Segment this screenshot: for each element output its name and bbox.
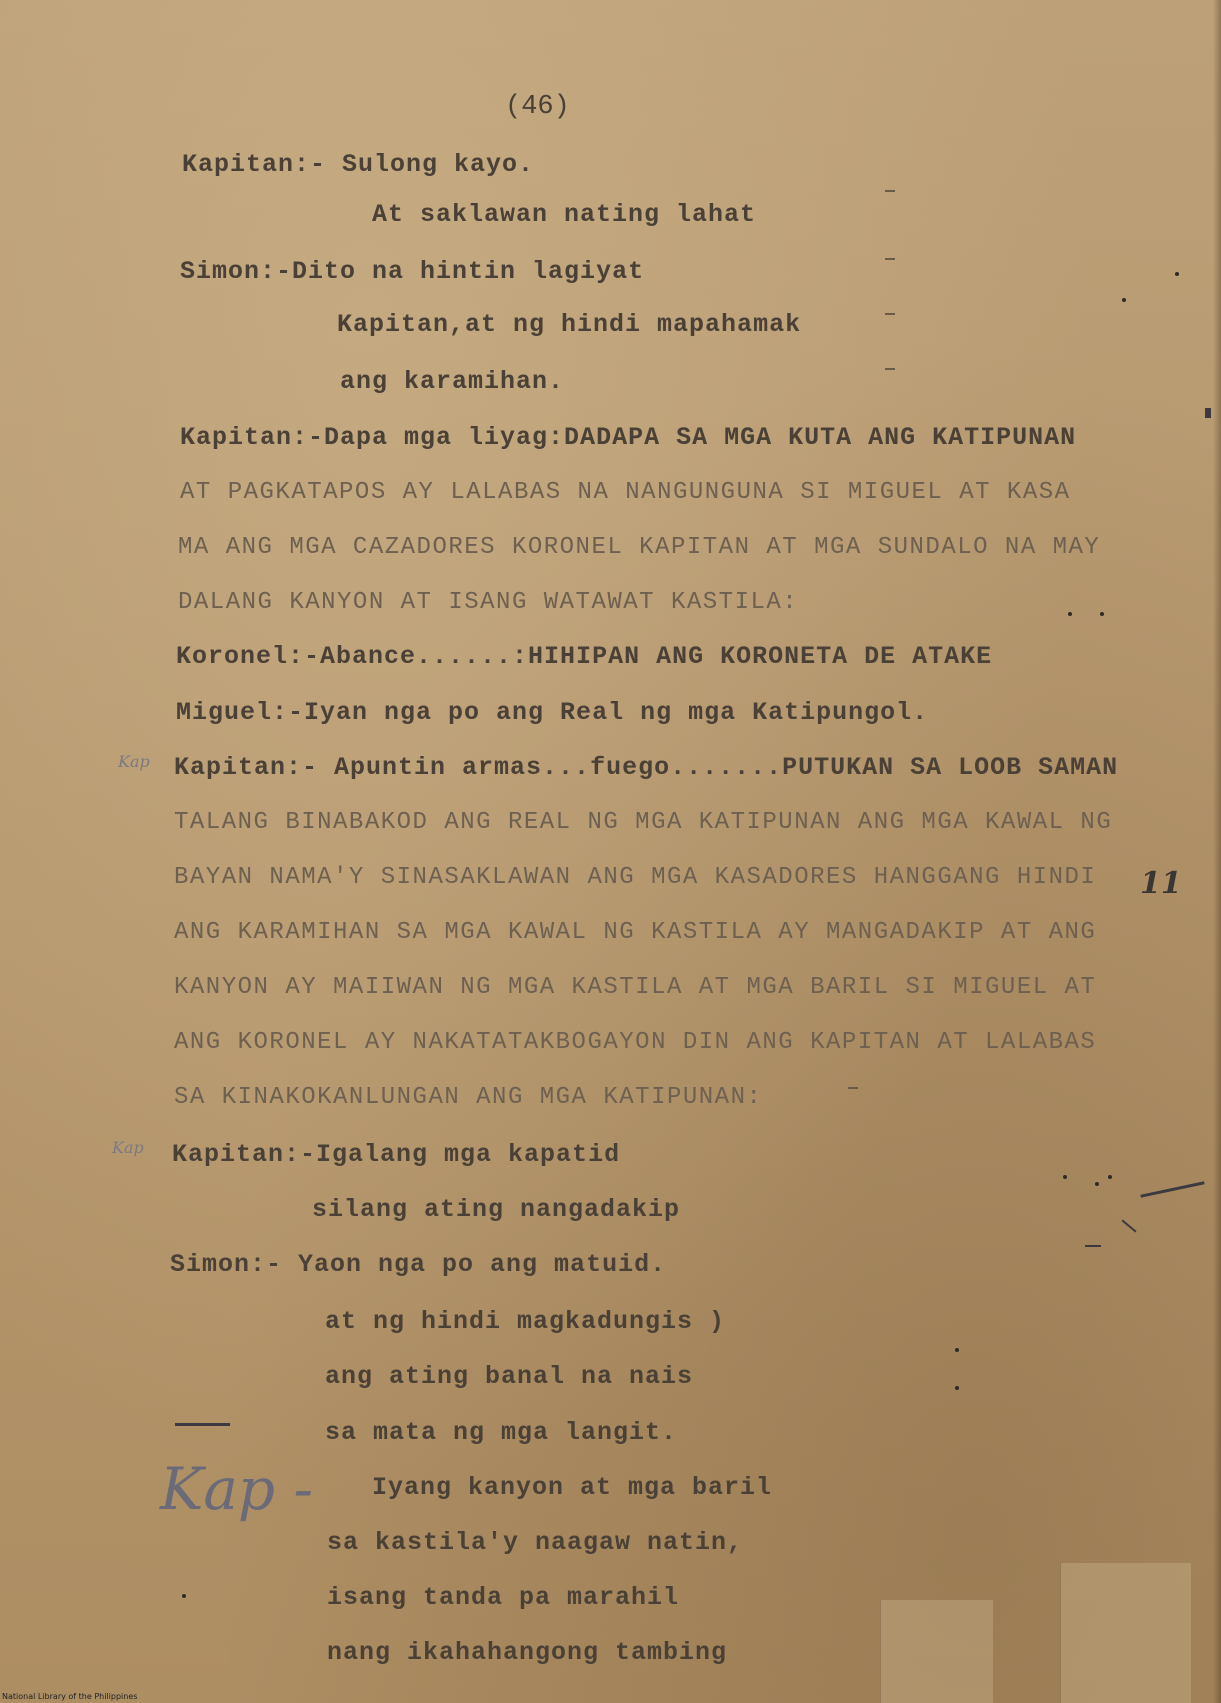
text-line: SA KINAKOKANLUNGAN ANG MGA KATIPUNAN:: [174, 1084, 763, 1111]
text-line: ang ating banal na nais: [325, 1362, 694, 1391]
text-line: isang tanda pa marahil: [327, 1583, 680, 1612]
text-line: Kapitan:-Dapa mga liyag:DADAPA SA MGA KUTA ANG KATIPUNAN: [180, 423, 1077, 452]
text-line: Simon:-Dito na hintin lagiyat: [180, 257, 645, 286]
dash-mark: [848, 1087, 858, 1089]
text-line: Iyang kanyon at mga baril: [372, 1473, 773, 1502]
ink-stroke: [1205, 408, 1211, 418]
ink-speck: [1068, 612, 1072, 616]
margin-note: Kap -: [160, 1455, 314, 1523]
text-line: At saklawan nating lahat: [372, 200, 757, 229]
text-line: at ng hindi magkadungis ): [325, 1307, 726, 1336]
text-line: TALANG BINABAKOD ANG REAL NG MGA KATIPUNAN ANG MGA KAWAL NG: [174, 809, 1113, 836]
margin-note: Kap: [118, 752, 150, 771]
text-line: sa mata ng mga langit.: [325, 1418, 678, 1447]
ink-speck: [182, 1594, 186, 1598]
dash-mark: [885, 313, 895, 315]
text-line: Kapitan:- Sulong kayo.: [182, 150, 535, 179]
paper-patch: [1060, 1563, 1191, 1703]
text-line: MA ANG MGA CAZADORES KORONEL KAPITAN AT MGA SUNDALO NA MAY: [178, 534, 1101, 561]
text-line: Koronel:-Abance......:HIHIPAN ANG KORONETA DE ATAKE: [176, 642, 993, 671]
text-line: Miguel:-Iyan nga po ang Real ng mga Katipungol.: [176, 698, 929, 727]
ink-stroke: [1140, 1181, 1204, 1197]
text-line: nang ikahahangong tambing: [327, 1638, 728, 1667]
text-line: Simon:- Yaon nga po ang matuid.: [170, 1250, 667, 1279]
paper-patch: [880, 1600, 993, 1703]
dash-mark: [885, 190, 895, 192]
page-edge: [1213, 0, 1221, 1703]
text-line: sa kastila'y naagaw natin,: [327, 1528, 744, 1557]
ink-speck: [1108, 1175, 1112, 1179]
ink-speck: [1095, 1182, 1099, 1186]
page-number: (46): [505, 92, 570, 122]
text-line: ANG KARAMIHAN SA MGA KAWAL NG KASTILA AY MANGADAKIP AT ANG: [174, 919, 1097, 946]
text-line: ANG KORONEL AY NAKATATAKBOGAYON DIN ANG KAPITAN AT LALABAS: [174, 1029, 1097, 1056]
text-line: DALANG KANYON AT ISANG WATAWAT KASTILA:: [178, 589, 799, 616]
footer-credit: National Library of the Philippines: [2, 1692, 138, 1701]
ink-speck: [955, 1348, 959, 1352]
text-line: ang karamihan.: [340, 367, 565, 396]
text-line: Kapitan,at ng hindi mapahamak: [337, 310, 802, 339]
text-line: BAYAN NAMA'Y SINASAKLAWAN ANG MGA KASADORES HANGGANG HINDI: [174, 864, 1097, 891]
text-line: AT PAGKATAPOS AY LALABAS NA NANGUNGUNA SI MIGUEL AT KASA: [180, 479, 1071, 506]
margin-stroke: [175, 1423, 230, 1426]
text-line: Kapitan:- Apuntin armas...fuego.......PUTUKAN SA LOOB SAMAN: [174, 753, 1119, 782]
ink-stroke: [1121, 1219, 1136, 1232]
dash-mark: [885, 258, 895, 260]
dash-mark: [885, 368, 895, 370]
text-line: silang ating nangadakip: [312, 1195, 681, 1224]
text-line: KANYON AY MAIIWAN NG MGA KASTILA AT MGA BARIL SI MIGUEL AT: [174, 974, 1097, 1001]
ink-stroke: [1085, 1245, 1101, 1247]
margin-note: 11: [1140, 866, 1182, 901]
ink-speck: [1063, 1175, 1067, 1179]
margin-note: Kap: [112, 1138, 144, 1157]
ink-speck: [1175, 272, 1179, 276]
ink-speck: [1100, 612, 1104, 616]
text-line: Kapitan:-Igalang mga kapatid: [172, 1140, 621, 1169]
ink-speck: [1122, 298, 1126, 302]
ink-speck: [955, 1386, 959, 1390]
